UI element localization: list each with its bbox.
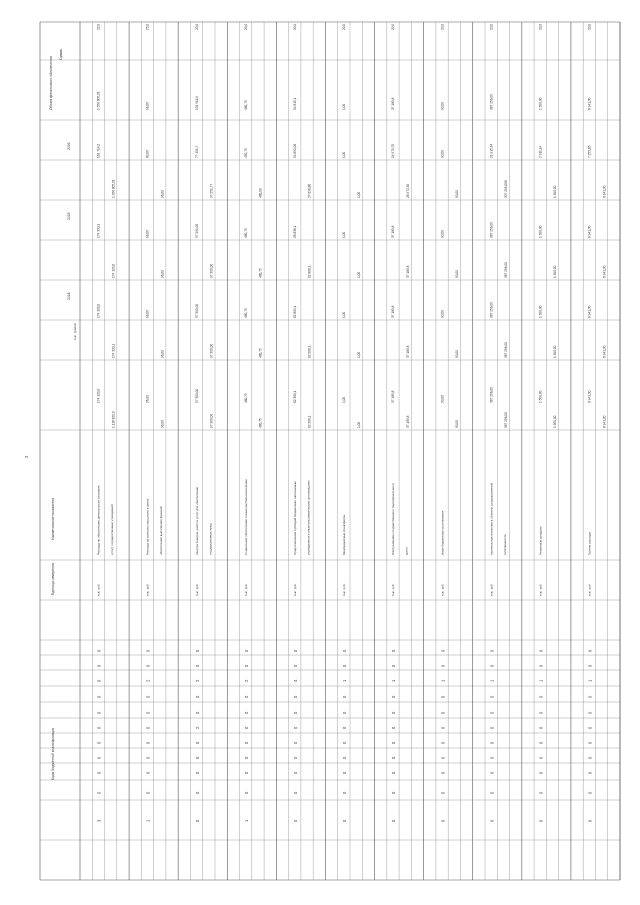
row-code-digit: 0: [194, 664, 200, 667]
row-right-total: 37 185,8: [391, 97, 396, 110]
row-code-digit: 0: [440, 726, 446, 729]
row-value-cell: 8 941,30: [587, 225, 592, 238]
row-name-text: Расходы на обеспечение деятельности (оказание: [96, 485, 101, 555]
header-name-title: Наименование показателя: [51, 497, 55, 540]
row-code-digit: 0: [587, 726, 593, 729]
row-code-digit: 0: [489, 791, 495, 794]
row-value-cell: 90,00: [440, 150, 445, 158]
row-value-cell: 97 300,00: [194, 303, 199, 318]
row-code-digit: 0: [293, 771, 298, 774]
row-right-percent: 20,0: [391, 23, 396, 30]
row-code-digit: 1: [391, 679, 397, 682]
row-code-digit: 0: [391, 726, 397, 729]
row-code-digit: 0: [391, 819, 397, 822]
row-measure: тыс. руб.: [194, 583, 199, 596]
row-measure: тыс. руб.: [587, 583, 592, 596]
row-value-cell: 28 836,1: [293, 225, 297, 238]
row-code-digit: 0: [96, 741, 102, 744]
row-code-digit: 0: [538, 741, 544, 744]
row-code-digit: 0: [538, 726, 544, 729]
row-value-cell: 96,00: [160, 420, 165, 428]
row-value-cell: 1 500,00: [538, 305, 543, 318]
row-code-digit: 0: [194, 695, 200, 698]
row-code-digit: 0: [194, 819, 200, 822]
row-name-text: Социальное обеспечение и иные выплаты населению: [243, 479, 248, 555]
row-value-cell: 387 256,00: [504, 262, 509, 278]
row-code-digit: 0: [342, 711, 348, 714]
row-code-digit: 0: [587, 819, 593, 822]
row-code-digit: 0: [194, 791, 200, 794]
row-right-total: 96,00: [145, 102, 150, 110]
row-code-digit: 0: [538, 756, 544, 759]
row-code-digit: 0: [538, 649, 544, 652]
row-value-cell: 80,00: [145, 150, 150, 158]
row-value-cell: 26 972,30: [405, 183, 410, 198]
row-code-digit: 0: [391, 711, 397, 714]
page-marker: 2: [24, 455, 29, 458]
row-code-digit: 2: [243, 679, 249, 682]
row-code-digit: 0: [489, 819, 495, 822]
row-code-digit: 0: [194, 711, 200, 714]
row-measure: тыс. руб.: [96, 583, 101, 596]
row-name-text: Предоставление субсидий бюджетным, автономным: [293, 481, 297, 555]
row-value-cell: 480,75: [258, 348, 263, 358]
row-value-cell: 8 941,30: [602, 415, 607, 428]
row-code-digit: 0: [587, 756, 593, 759]
row-code-digit: 0: [342, 771, 348, 774]
row-right-total: 54 815,1: [293, 97, 297, 110]
row-code-digit: 0: [96, 726, 102, 729]
table-grid: [40, 22, 620, 880]
row-code-digit: 0: [342, 819, 348, 822]
row-value-cell: 480,75: [243, 228, 248, 238]
row-value-cell: 21 915,34: [489, 143, 494, 158]
row-code-digit: 0: [538, 771, 544, 774]
row-right-percent: 22,0: [96, 23, 101, 30]
row-code-digit: 0: [145, 791, 151, 794]
row-value-cell: 90,00: [440, 230, 445, 238]
row-value-cell: 90,00: [440, 395, 445, 403]
row-value-cell: 27 696,86: [307, 183, 312, 198]
row-name-text: Иные бюджетные ассигнования: [440, 510, 445, 555]
row-code-digit: 0: [342, 695, 348, 698]
row-right-percent: 20,0: [489, 23, 494, 30]
row-right-percent: 20,0: [538, 23, 543, 30]
row-code-digit: 0: [440, 819, 446, 822]
row-code-digit: 4: [293, 679, 298, 682]
row-name-text: обеспечения выполнения функций: [159, 506, 164, 555]
row-value-cell: 387 256,00: [489, 302, 494, 318]
row-code-digit: 0: [587, 791, 593, 794]
row-name-text: Прочие расходы: [587, 532, 592, 555]
row-value-cell: 174 120,0: [111, 263, 116, 278]
row-code-digit: 0: [489, 695, 495, 698]
row-code-digit: 0: [243, 771, 249, 774]
row-value-cell: 1,00: [342, 151, 347, 158]
row-value-cell: 96,00: [160, 190, 165, 198]
row-right-total: 480,75: [243, 100, 248, 110]
row-code-digit: 0: [342, 649, 348, 652]
row-code-digit: 0: [145, 649, 151, 652]
row-code-digit: 0: [342, 664, 348, 667]
row-value-cell: 480,00: [258, 188, 263, 198]
row-value-cell: 90,00: [455, 420, 459, 428]
row-code-digit: 0: [293, 756, 298, 759]
row-name-text: Капитальные вложения в объекты государственной: [489, 482, 494, 555]
row-value-cell: 1 500,00: [538, 390, 543, 403]
row-code-digit: 0: [194, 756, 200, 759]
row-name-text: учреждениям и иным некоммерческим организациям: [306, 480, 311, 555]
row-code-digit: 0: [538, 791, 544, 794]
row-code-digit: 0: [145, 664, 151, 667]
row-value-cell: 97 300,00: [209, 413, 214, 428]
row-value-cell: 1 500,00: [538, 225, 543, 238]
row-code-digit: 0: [391, 741, 397, 744]
row-measure: тыс. руб.: [391, 583, 396, 596]
row-code-digit: 0: [96, 771, 102, 774]
row-code-digit: 0: [145, 711, 151, 714]
row-code-digit: 1: [145, 819, 151, 822]
row-code-digit: 0: [96, 649, 102, 652]
row-code-digit: 2: [145, 679, 151, 682]
row-code-digit: 0: [342, 726, 348, 729]
row-right-total: 387 256,00: [489, 94, 494, 110]
row-code-digit: 1: [342, 679, 348, 682]
row-right-total: 90,00: [440, 102, 445, 110]
header-units: тыс. рублей: [73, 323, 77, 340]
row-name-text: Расходы на выплаты персоналу в целях: [145, 498, 150, 555]
row-code-digit: 0: [489, 771, 495, 774]
row-value-cell: 8 341,30: [602, 185, 607, 198]
row-code-digit: 0: [440, 649, 446, 652]
row-value-cell: 480,75: [258, 418, 263, 428]
row-code-digit: 0: [391, 664, 397, 667]
row-code-digit: 3: [96, 819, 102, 822]
row-value-cell: 1,00: [342, 311, 347, 318]
row-value-cell: 1,00: [342, 396, 347, 403]
row-value-cell: 1,00: [356, 421, 361, 428]
row-measure: тыс. руб.: [145, 583, 150, 596]
row-value-cell: 1 500,00: [553, 265, 558, 278]
row-code-digit: 0: [194, 771, 200, 774]
row-code-digit: 0: [587, 649, 593, 652]
row-value-cell: 7 255,65: [587, 145, 592, 158]
row-value-cell: 37 185,8: [391, 305, 396, 318]
row-code-digit: 0: [342, 756, 348, 759]
row-code-digit: 0: [440, 711, 446, 714]
row-code-digit: 0: [538, 695, 544, 698]
row-code-digit: 0: [194, 649, 200, 652]
row-code-digit: 0: [440, 791, 446, 794]
row-code-digit: 0: [489, 711, 495, 714]
row-value-cell: 1 500,00: [553, 185, 558, 198]
row-value-cell: 62 806,1: [307, 265, 312, 278]
row-value-cell: 387 256,00: [504, 342, 509, 358]
row-code-digit: 1: [440, 679, 446, 682]
row-value-cell: 1 956 805,01: [111, 179, 116, 198]
row-right-total: 8 941,30: [587, 97, 592, 110]
row-value-cell: 480,75: [243, 308, 248, 318]
row-value-cell: 90,00: [440, 310, 445, 318]
row-value-cell: 62 360,1: [293, 390, 297, 403]
row-right-percent: 20,0: [293, 23, 297, 30]
row-code-digit: 0: [391, 756, 397, 759]
row-code-digit: 0: [587, 771, 593, 774]
row-name-text: услуг) государственных учреждений: [110, 504, 115, 555]
row-code-digit: 0: [489, 741, 495, 744]
row-value-cell: 8 941,30: [602, 265, 607, 278]
row-code-digit: 0: [440, 771, 446, 774]
row-code-digit: 0: [587, 741, 593, 744]
row-right-percent: 25,0: [145, 23, 150, 30]
row-name-text: долга: [404, 547, 409, 555]
row-code-digit: 0: [96, 791, 102, 794]
row-measure: тыс. руб.: [293, 583, 297, 596]
row-code-digit: 1: [489, 679, 495, 682]
row-right-total: 1 556 805,01: [96, 91, 101, 110]
row-value-cell: 174 320,1: [96, 223, 101, 238]
row-value-cell: 24 970,70: [391, 143, 396, 158]
row-code-digit: 0: [489, 726, 495, 729]
row-name-text: Закупка товаров, работ и услуг для обеспечения: [194, 486, 199, 555]
row-value-cell: 450,75: [243, 148, 248, 158]
row-code-digit: 0: [342, 741, 348, 744]
row-value-cell: 1 500,00: [553, 345, 558, 358]
row-value-cell: 37 185,8: [405, 415, 410, 428]
row-code-digit: 0: [243, 695, 249, 698]
row-name-text: государственных нужд: [208, 523, 213, 555]
header-rel-title: Сумма: [59, 49, 63, 60]
header-measure-title: Единица измерения: [51, 563, 55, 595]
row-code-digit: 0: [293, 664, 298, 667]
row-value-cell: 8 941,30: [602, 345, 607, 358]
row-code-digit: 0: [96, 711, 102, 714]
row-code-digit: 0: [293, 726, 298, 729]
row-name-text: Обслуживание государственного (муниципального): [391, 483, 396, 555]
header-sum-title: Объем финансового обеспечения: [49, 56, 53, 110]
row-measure: тыс. руб.: [440, 583, 445, 596]
row-measure: тыс. руб.: [342, 583, 347, 596]
row-value-cell: 97 300,00: [194, 388, 199, 403]
row-value-cell: 2 911,14: [538, 145, 543, 158]
row-value-cell: 54 652,06: [293, 143, 297, 158]
row-value-cell: 96,00: [145, 230, 150, 238]
row-right-total: 1 500,00: [538, 97, 543, 110]
row-code-digit: 0: [391, 649, 397, 652]
row-value-cell: 96,00: [160, 350, 165, 358]
row-measure: тыс. руб.: [538, 583, 543, 596]
row-name-text: Межбюджетные трансферты: [342, 514, 347, 555]
row-code-digit: 0: [293, 711, 298, 714]
row-code-digit: 0: [440, 741, 446, 744]
row-code-digit: 0: [145, 771, 151, 774]
row-code-digit: 0: [96, 679, 102, 682]
row-value-cell: 97 300,00: [209, 343, 214, 358]
row-code-digit: 0: [538, 711, 544, 714]
row-name-text: Резервные средства: [538, 526, 543, 555]
header-plan-year: 2024: [67, 292, 71, 300]
row-code-digit: 0: [96, 664, 102, 667]
row-code-digit: 0: [96, 756, 102, 759]
row-code-digit: 0: [538, 819, 544, 822]
row-code-digit: 0: [440, 664, 446, 667]
row-value-cell: 174 120,0: [96, 388, 101, 403]
row-value-cell: 307 205,008: [504, 180, 509, 198]
row-code-digit: 2: [194, 726, 200, 729]
header-plan-next: 2025: [67, 212, 71, 220]
row-code-digit: 0: [293, 695, 298, 698]
row-code-digit: 0: [243, 791, 249, 794]
row-code-digit: 0: [243, 649, 249, 652]
row-value-cell: 1,00: [356, 351, 361, 358]
row-measure: тыс. руб.: [489, 583, 494, 596]
header-plan-year2: 2026: [67, 142, 71, 150]
row-value-cell: 1 500,00: [553, 415, 558, 428]
row-code-digit: 0: [587, 695, 593, 698]
row-value-cell: 161 714,2: [96, 143, 101, 158]
row-value-cell: 96,00: [145, 395, 150, 403]
row-code-digit: 1: [538, 679, 544, 682]
row-right-percent: 20,0: [440, 23, 445, 30]
row-value-cell: 62 306,1: [307, 415, 312, 428]
row-value-cell: 8 941,30: [587, 305, 592, 318]
row-code-digit: 0: [391, 791, 397, 794]
row-value-cell: 174 320,1: [111, 343, 116, 358]
row-value-cell: 1,00: [342, 231, 347, 238]
row-value-cell: 90,00: [455, 270, 459, 278]
row-code-digit: 0: [96, 695, 102, 698]
row-value-cell: 96,00: [160, 270, 165, 278]
row-value-cell: 97 251,77: [209, 183, 214, 198]
row-code-digit: 0: [587, 711, 593, 714]
table-content: [49, 24, 606, 822]
row-code-digit: 0: [489, 756, 495, 759]
row-value-cell: 1 116 820,0: [111, 411, 116, 428]
row-measure: тыс. руб.: [243, 583, 248, 596]
row-code-digit: 0: [293, 819, 298, 822]
row-right-percent: 20,0: [342, 23, 347, 30]
row-value-cell: 8 941,30: [587, 390, 592, 403]
row-right-total: 1,00: [342, 103, 347, 110]
row-value-cell: 387 256,00: [489, 387, 494, 403]
row-code-digit: 0: [440, 695, 446, 698]
row-value-cell: 97 251,00: [194, 223, 199, 238]
row-value-cell: 1,00: [356, 271, 361, 278]
row-value-cell: 480,75: [243, 393, 248, 403]
row-code-digit: 1: [243, 819, 249, 822]
row-code-digit: 0: [391, 771, 397, 774]
row-code-digit: 0: [587, 664, 593, 667]
row-value-cell: 77 451,7: [194, 145, 199, 158]
row-right-percent: 20,0: [243, 23, 248, 30]
row-code-digit: 0: [293, 649, 298, 652]
row-value-cell: 37 185,8: [405, 265, 410, 278]
row-code-digit: 0: [293, 741, 298, 744]
row-value-cell: 387 256,00: [489, 222, 494, 238]
row-right-percent: 20,0: [587, 23, 592, 30]
row-right-total: 131 911,0: [194, 96, 199, 110]
row-value-cell: 174 120,0: [96, 303, 101, 318]
row-value-cell: 37 185,8: [405, 345, 410, 358]
row-value-cell: 62 809,1: [293, 305, 297, 318]
row-code-digit: 1: [587, 679, 593, 682]
row-code-digit: 0: [538, 664, 544, 667]
row-name-text: собственности: [502, 534, 507, 555]
row-value-cell: 480,75: [258, 268, 263, 278]
row-code-digit: 0: [145, 741, 151, 744]
row-code-digit: 0: [145, 756, 151, 759]
row-right-percent: 20,0: [194, 23, 199, 30]
row-code-digit: 2: [194, 679, 200, 682]
row-code-digit: 0: [243, 741, 249, 744]
row-code-digit: 0: [194, 741, 200, 744]
row-value-cell: 37 185,8: [391, 390, 396, 403]
row-code-digit: 0: [440, 756, 446, 759]
row-code-digit: 0: [243, 756, 249, 759]
row-value-cell: 37 185,8: [391, 225, 396, 238]
row-code-digit: 0: [489, 664, 495, 667]
row-code-digit: 0: [145, 726, 151, 729]
row-code-digit: 0: [391, 695, 397, 698]
row-value-cell: 90,00: [455, 350, 459, 358]
row-value-cell: 96,00: [145, 310, 150, 318]
row-code-digit: 0: [243, 664, 249, 667]
row-code-digit: 0: [145, 695, 151, 698]
row-code-digit: 0: [243, 726, 249, 729]
row-value-cell: 62 006,1: [307, 345, 312, 358]
row-code-digit: 0: [243, 711, 249, 714]
row-value-cell: 90,00: [455, 190, 459, 198]
row-code-digit: 0: [489, 649, 495, 652]
row-value-cell: 387 256,00: [504, 412, 509, 428]
row-code-digit: 0: [293, 791, 298, 794]
header-code-title: Коды бюджетной классификации: [51, 727, 55, 780]
row-value-cell: 1,00: [356, 191, 361, 198]
row-code-digit: 0: [342, 791, 348, 794]
row-value-cell: 97 300,00: [209, 263, 214, 278]
